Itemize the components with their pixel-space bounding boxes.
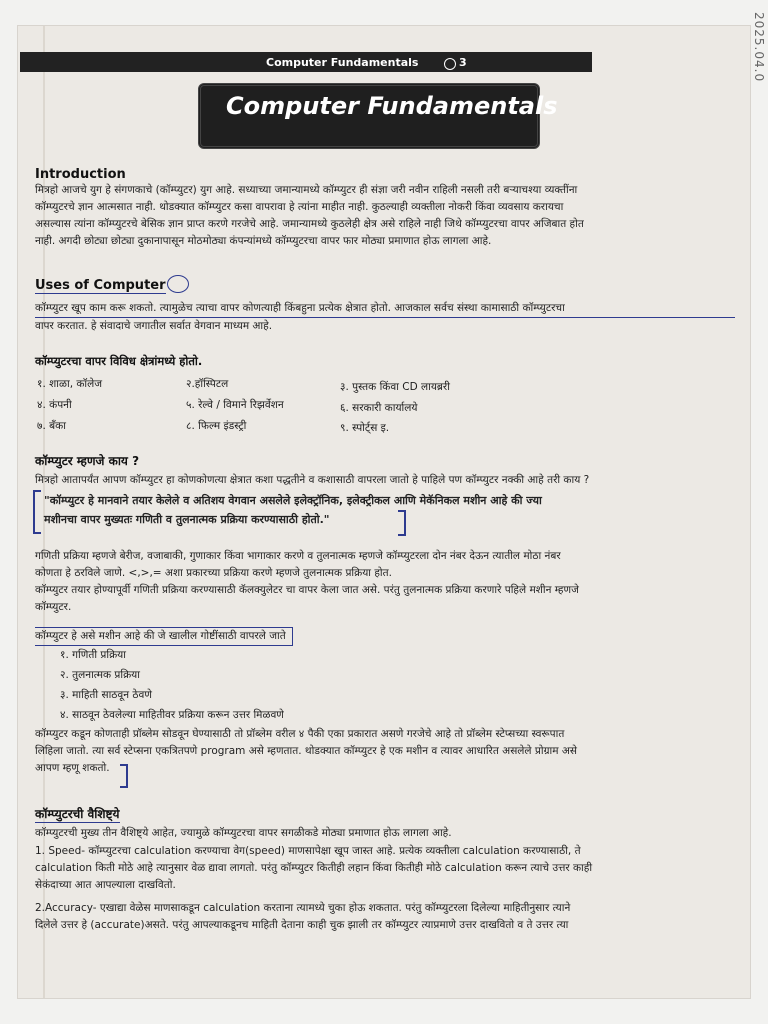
uses-line: वापर करतात. हे संवादाचे जगातील सर्वात वेगवान माध्यम आहे. <box>35 320 273 332</box>
field-item: ७. बँका <box>37 420 66 432</box>
intro-line: नाही. अगदी छोट्या छोट्या दुकानापासून मोठमोठ्या कंपन्यांमध्ये कॉम्प्युटरचा वापर फार मोठ्या प्रमाणात होऊ लागला आहे. <box>35 235 492 247</box>
page-title: Computer Fundamentals <box>226 92 558 120</box>
uses-line: कॉम्प्युटर खूप काम करू शकतो. त्यामुळेच त्याचा वापर कोणत्याही किंबहुना प्रत्येक क्षेत्रात होतो. आजकाल सर्वच संस्था कामासाठी कॉम्प्युटरचा <box>35 300 735 318</box>
features-heading: कॉम्प्युटरची वैशिष्ट्ये <box>35 807 120 821</box>
definition-line: मशीनचा वापर मुख्यतः गणिती व तुलनात्मक प्रक्रिया करण्यासाठी होतो." <box>44 513 330 526</box>
after-line: आपण म्हणू शकतो. <box>35 762 110 774</box>
math-line: कोणता हे ठरविले जाणे. <,>,= अशा प्रकारच्या प्रक्रिया करणे म्हणजे तुलनात्मक प्रक्रिया होत. <box>35 567 392 579</box>
fields-heading: कॉम्प्युटरचा वापर विविध क्षेत्रांमध्ये होतो. <box>35 354 203 368</box>
field-item: ३. पुस्तक किंवा CD लायब्ररी <box>340 381 450 393</box>
intro-heading: Introduction <box>35 167 126 182</box>
field-item: ४. कंपनी <box>37 399 72 411</box>
math-text <box>35 548 735 616</box>
feature-speed <box>35 843 735 894</box>
header-circle-icon <box>444 58 456 70</box>
field-item: ६. सरकारी कार्यालये <box>340 402 418 414</box>
intro-line: असल्यास त्यांना कॉम्प्युटरचे बेसिक ज्ञान प्राप्त करणे गरजेचे आहे. जमान्यामध्ये कुठलेही क्षेत्र असे राहिले नाही जिथे कॉम्प्युटरचा वापर अजिबात होत <box>35 218 584 230</box>
header-page-number: 3 <box>459 56 467 69</box>
photo-timestamp: 2025.04.0 <box>752 12 766 83</box>
math-line: गणिती प्रक्रिया म्हणजे बेरीज, वजाबाकी, गुणाकार किंवा भागाकार करणे व तुलनात्मक म्हणजे कॉम्प्युटरला दोन नंबर देऊन त्यातील मोठा नंबर <box>35 550 561 562</box>
speed-line: सेकंदाच्या आत आपल्याला दाखवितो. <box>35 879 176 891</box>
intro-line: कॉम्प्युटरचे ज्ञान आत्मसात नाही. थोडक्यात कॉम्प्युटर कसा वापरावा हे त्यांना माहीत नाही. कुठल्याही व्यक्तीला नोकरी किंवा व्यवसाय करायचा <box>35 201 564 213</box>
circle-doodle-icon <box>167 275 189 293</box>
header-label: Computer Fundamentals <box>266 56 419 69</box>
right-bracket <box>398 510 406 536</box>
intro-line: मित्रहो आजचे युग हे संगणकाचे (कॉम्प्युटर) युग आहे. सध्याच्या जमान्यामध्ये कॉम्प्युटर ही संज्ञा जरी नवीन राहिली नसली तरी बऱ्याचश्या व्यक्तींना <box>35 184 578 196</box>
after-line: लिहिला जातो. त्या सर्व स्टेप्सना एकत्रितपणे program असे म्हणतात. थोडक्यात कॉम्प्युटर हे एक मशीन व त्यावर आधारित असलेले प्रोग्राम असे <box>35 745 577 757</box>
after-text <box>35 726 735 777</box>
field-item: ८. फिल्म इंडस्ट्री <box>186 420 247 432</box>
feature-accuracy <box>35 900 735 934</box>
list-item: ३. माहिती साठवून ठेवणे <box>60 689 152 701</box>
field-item: ९. स्पोर्ट्स इ. <box>340 422 390 434</box>
list-intro: कॉम्प्युटर हे असे मशीन आहे की जे खालील गोष्टींसाठी वापरले जाते <box>35 627 293 646</box>
list-item: १. गणिती प्रक्रिया <box>60 649 126 661</box>
features-intro: कॉम्प्युटरची मुख्य तीन वैशिष्ट्ये आहेत, ज्यामुळे कॉम्प्युटरचा वापर सगळीकडे मोठ्या प्रमाणात होऊ लागला आहे. <box>35 827 452 839</box>
list-item: २. तुलनात्मक प्रक्रिया <box>60 669 140 681</box>
what-intro: मित्रहो आतापर्यंत आपण कॉम्प्युटर हा कोणकोणत्या क्षेत्रात कशा पद्धतीने व कशासाठी वापरला जातो हे पाहिले पण कॉम्प्युटर नक्की आहे तरी काय ? <box>35 474 590 486</box>
math-line: कॉम्प्युटर. <box>35 601 72 613</box>
uses-heading: Uses of Computer <box>35 278 166 293</box>
definition-line: "कॉम्प्युटर हे मानवाने तयार केलेले व अतिशय वेगवान असलेले इलेक्ट्रॉनिक, इलेक्ट्रीकल आणि मेकॅनिकल मशीन आहे की ज्या <box>44 494 542 507</box>
uses-text <box>35 300 735 335</box>
field-item: १. शाळा, कॉलेज <box>37 378 103 390</box>
intro-text <box>35 182 735 250</box>
speed-line: calculation किती मोठे आहे त्यानुसार वेळ द्यावा लागतो. परंतु कॉम्प्युटर कितीही लहान किंवा कितीही मोठे calculation करून त्याचे उत्तर काही <box>35 862 593 874</box>
list-item: ४. साठवून ठेवलेल्या माहितीवर प्रक्रिया करून उत्तर मिळवणे <box>60 709 284 721</box>
math-line: कॉम्प्युटर तयार होण्यापूर्वी गणिती प्रक्रिया करण्यासाठी कॅलक्युलेटर चा वापर केला जात असे. परंतु तुलनात्मक प्रक्रिया करणारे पहिले मशीन म्हणजे <box>35 584 579 596</box>
definition <box>44 491 734 529</box>
left-bracket <box>33 490 41 534</box>
speed-line: 1. Speed- कॉम्प्युटरचा calculation करण्याचा वेग(speed) माणसापेक्षा खूप जास्त आहे. प्रत्येक व्यक्तीला calculation करण्यासाठी, ते <box>35 845 581 857</box>
field-item: २.हॉस्पिटल <box>186 378 229 390</box>
right-bracket <box>120 764 128 788</box>
accuracy-line: दिलेले उत्तर हे (accurate)असते. परंतु आपल्याकडूनच माहिती देताना काही चुक झाली तर कॉम्प्युटर त्याप्रमाणे उत्तर दाखवितो व ते उत्तर त्या <box>35 919 569 931</box>
field-item: ५. रेल्वे / विमाने रिझर्वेशन <box>186 399 284 411</box>
what-heading: कॉम्प्युटर म्हणजे काय ? <box>35 454 140 468</box>
accuracy-line: 2.Accuracy- एखाद्या वेळेस माणसाकडून calculation करताना त्यामध्ये चुका होऊ शकतात. परंतु कॉम्प्युटरला दिलेल्या माहितीनुसार त्याने <box>35 902 571 914</box>
after-line: कॉम्प्युटर कडून कोणताही प्रॉब्लेम सोडवून घेण्यासाठी तो प्रॉब्लेम वरील ४ पैकी एका प्रकारात असणे गरजेचे आहे तो प्रॉब्लेम स्टेप्सच्या स्वरूपात <box>35 728 565 740</box>
